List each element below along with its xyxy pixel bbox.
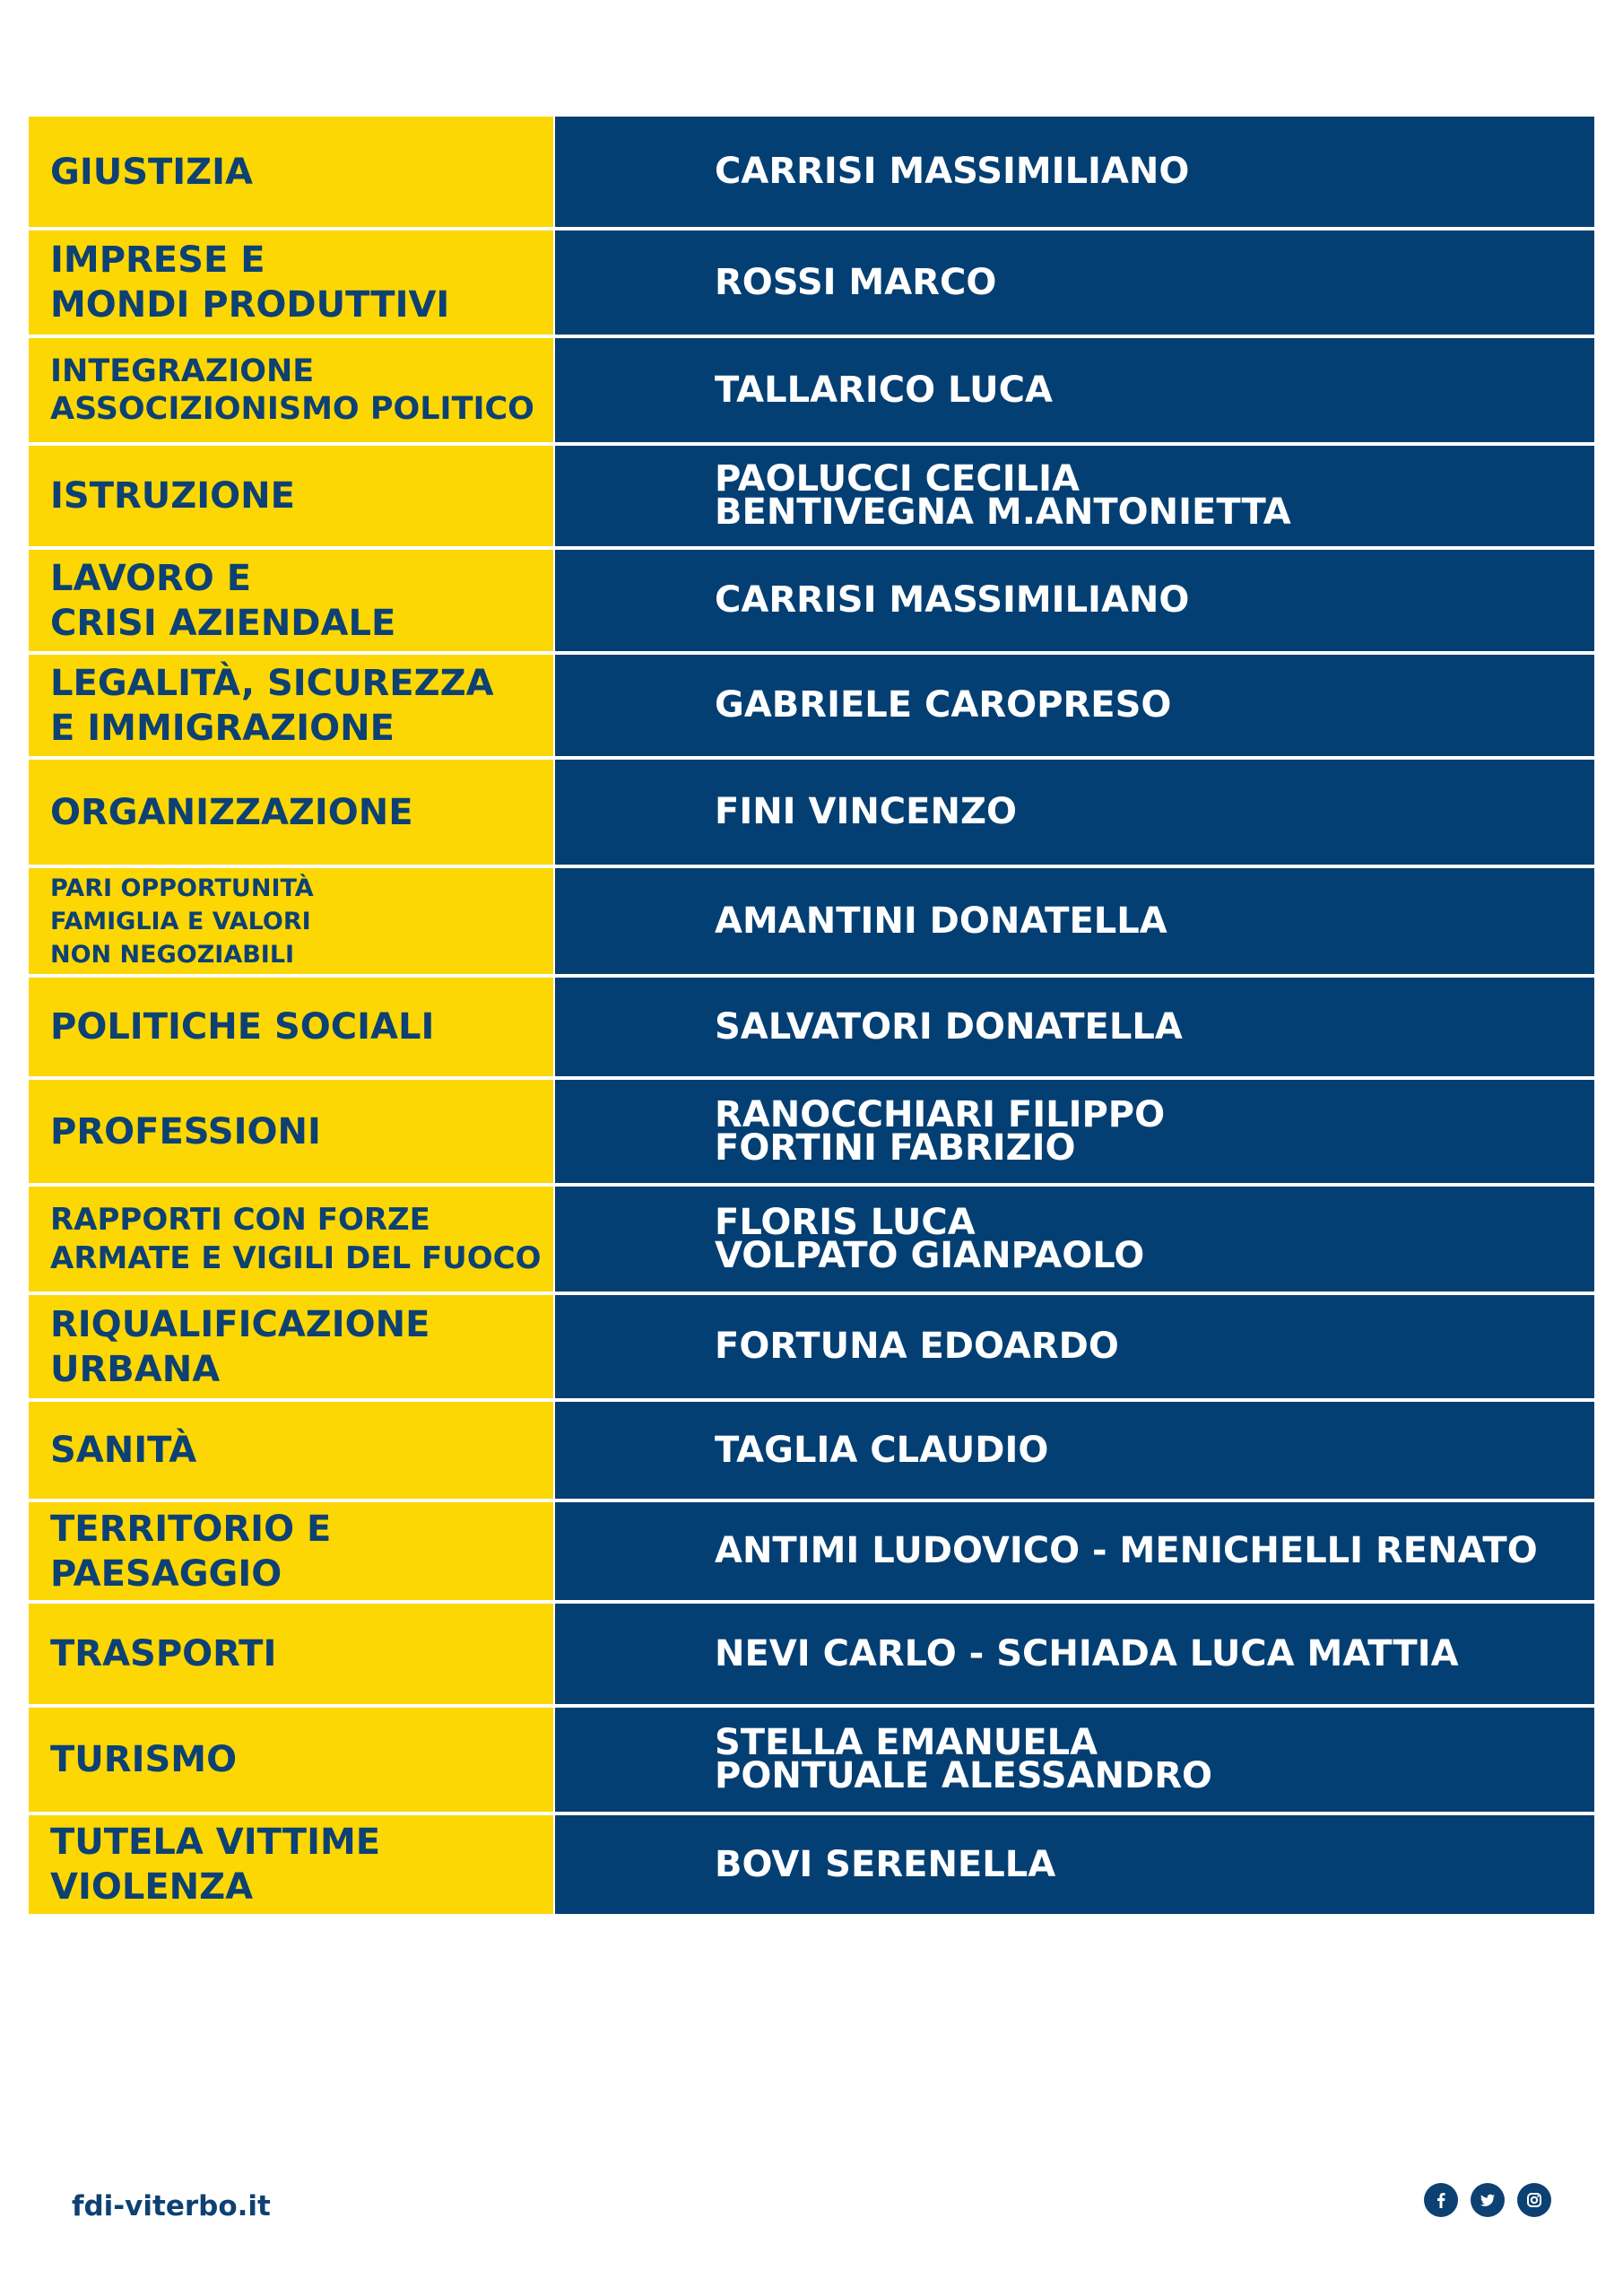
website-link[interactable]: fdi-viterbo.it (72, 2190, 271, 2222)
name-cell (555, 978, 1594, 1076)
table-row (29, 550, 1594, 655)
topic-cell (29, 1815, 553, 1914)
table-row (29, 1502, 1594, 1604)
social-links (1424, 2183, 1551, 2217)
name-cell (555, 1187, 1594, 1292)
topic-text: CRISI AZIENDALE (50, 602, 396, 644)
facebook-icon[interactable] (1424, 2183, 1458, 2217)
topic-text: PROFESSIONI (50, 1110, 321, 1152)
table-row (29, 1815, 1594, 1914)
topic-cell (29, 338, 553, 442)
instagram-icon[interactable] (1517, 2183, 1551, 2217)
topic-text: NON NEGOZIABILI (50, 940, 295, 969)
topic-cell (29, 1187, 553, 1292)
table-row (29, 760, 1594, 868)
topic-text: TRASPORTI (50, 1633, 277, 1674)
topic-text: ORGANIZZAZIONE (50, 791, 413, 833)
topic-cell (29, 978, 553, 1076)
name-text: PAOLUCCI CECILIA (715, 458, 1080, 500)
name-text: SALVATORI DONATELLA (715, 1005, 1183, 1048)
name-text: CARRISI MASSIMILIANO (715, 151, 1190, 192)
topic-text: TUTELA VITTIME (50, 1822, 381, 1863)
name-cell (555, 1080, 1594, 1183)
name-cell (555, 446, 1594, 546)
table-row (29, 1604, 1594, 1708)
topic-text: URBANA (50, 1348, 221, 1390)
topic-cell (29, 760, 553, 865)
topic-text: SANITÀ (50, 1430, 197, 1471)
name-cell (555, 1295, 1594, 1398)
topic-cell (29, 550, 553, 651)
name-cell (555, 338, 1594, 442)
table-row (29, 1187, 1594, 1295)
name-text: RANOCCHIARI FILIPPO (715, 1093, 1166, 1135)
topic-text: LAVORO E (50, 557, 252, 599)
topic-cell (29, 1080, 553, 1183)
topic-text: E IMMIGRAZIONE (50, 707, 395, 749)
topic-text: TURISMO (50, 1739, 238, 1780)
name-text: BOVI SERENELLA (715, 1843, 1056, 1885)
topic-text: RAPPORTI CON FORZE (50, 1201, 430, 1238)
table-row (29, 868, 1594, 978)
name-text: ROSSI MARCO (715, 261, 997, 303)
name-text: NEVI CARLO - SCHIADA LUCA MATTIA (715, 1632, 1459, 1674)
name-text: STELLA EMANUELA (715, 1722, 1098, 1763)
topic-text: LEGALITÀ, SICUREZZA (50, 662, 494, 704)
topic-text: RIQUALIFICAZIONE (50, 1303, 430, 1345)
name-cell (555, 550, 1594, 651)
topic-text: FAMIGLIA E VALORI (50, 907, 311, 935)
topic-text: ARMATE E VIGILI DEL FUOCO (50, 1239, 542, 1276)
name-text: FLORIS LUCA (715, 1201, 976, 1243)
topic-text: TERRITORIO E (50, 1508, 332, 1550)
delegations-table (29, 117, 1594, 1914)
name-cell (555, 1708, 1594, 1812)
table-row (29, 338, 1594, 446)
name-text: GABRIELE CAROPRESO (715, 684, 1172, 726)
name-text: FORTINI FABRIZIO (715, 1126, 1076, 1169)
topic-cell (29, 446, 553, 546)
topic-cell (29, 117, 553, 227)
name-cell (555, 1502, 1594, 1600)
topic-text: POLITICHE SOCIALI (50, 1006, 435, 1048)
name-text: CARRISI MASSIMILIANO (715, 579, 1190, 621)
topic-text: VIOLENZA (50, 1866, 254, 1908)
table-row (29, 655, 1594, 760)
table-row (29, 1708, 1594, 1815)
topic-text: PARI OPPORTUNITÀ (50, 874, 314, 902)
topic-cell (29, 230, 553, 335)
table-row (29, 1295, 1594, 1402)
table-row (29, 978, 1594, 1080)
name-text: PONTUALE ALESSANDRO (715, 1755, 1213, 1796)
name-text: BENTIVEGNA M.ANTONIETTA (715, 491, 1291, 533)
name-cell (555, 117, 1594, 227)
twitter-icon[interactable] (1471, 2183, 1505, 2217)
topic-text: INTEGRAZIONE (50, 353, 315, 389)
name-text: TALLARICO LUCA (715, 369, 1053, 411)
name-text: ANTIMI LUDOVICO - MENICHELLI RENATO (715, 1530, 1538, 1571)
topic-text: ISTRUZIONE (50, 475, 295, 517)
topic-text: MONDI PRODUTTIVI (50, 284, 450, 326)
table-row (29, 1402, 1594, 1502)
topic-text: IMPRESE E (50, 239, 265, 281)
name-text: TAGLIA CLAUDIO (715, 1429, 1049, 1471)
topic-text: GIUSTIZIA (50, 151, 254, 193)
topic-cell (29, 1295, 553, 1398)
topic-text: PAESAGGIO (50, 1552, 282, 1595)
name-cell (555, 1815, 1594, 1914)
table-row (29, 1080, 1594, 1187)
name-text: AMANTINI DONATELLA (715, 900, 1167, 942)
name-text: FORTUNA EDOARDO (715, 1326, 1119, 1367)
name-cell (555, 1604, 1594, 1704)
name-cell (555, 1402, 1594, 1499)
name-text: VOLPATO GIANPAOLO (715, 1234, 1145, 1276)
topic-cell (29, 1502, 553, 1600)
table-row (29, 117, 1594, 230)
topic-cell (29, 1708, 553, 1812)
topic-cell (29, 868, 553, 974)
topic-text: ASSOCIZIONISMO POLITICO (50, 391, 534, 427)
name-cell (555, 230, 1594, 335)
topic-cell (29, 655, 553, 756)
name-cell (555, 655, 1594, 756)
table-row (29, 230, 1594, 338)
name-cell (555, 868, 1594, 974)
name-cell (555, 760, 1594, 865)
table-row (29, 446, 1594, 550)
topic-cell (29, 1402, 553, 1499)
name-text: FINI VINCENZO (715, 791, 1017, 832)
topic-cell (29, 1604, 553, 1704)
